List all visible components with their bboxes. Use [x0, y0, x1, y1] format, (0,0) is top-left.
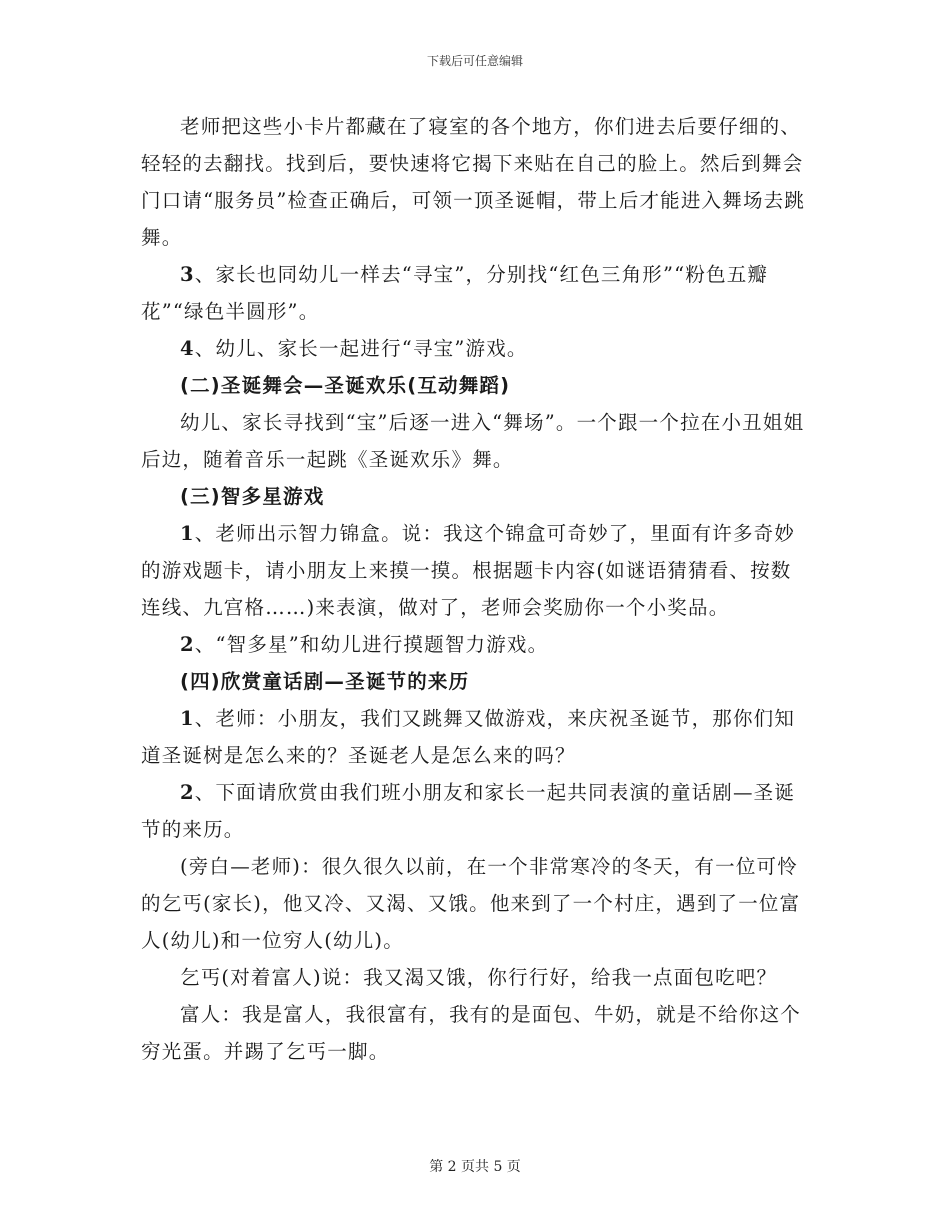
paragraph: 乞丐(对着富人)说：我又渴又饿，你行行好，给我一点面包吃吧？ — [180, 966, 778, 989]
section-heading: (四)欣赏童话剧—圣诞节的来历 — [180, 670, 470, 693]
document-body — [141, 108, 811, 1070]
item-number: 4 — [180, 337, 195, 360]
item-number: 1 — [180, 707, 195, 730]
item-number: 2 — [180, 781, 195, 804]
item-number: 2 — [180, 633, 195, 656]
paragraph-text: 、老师出示智力锦盒。说：我这个锦盒可奇妙了，里面有许多奇妙的游戏题卡，请小朋友上来摸一摸。根据题卡内容(如谜语猜猜看、按数连线、九宫格……)来表演，做对了，老师会奖励你一个小奖品。 — [141, 522, 796, 619]
paragraph — [141, 515, 811, 626]
paragraph: 富人：我是富人，我很富有，我有的是面包、牛奶，就是不给你这个穷光蛋。并踢了乞丐一脚。 — [141, 1003, 802, 1063]
item-number: 1 — [180, 522, 195, 545]
section-heading: (二)圣诞舞会—圣诞欢乐(互动舞蹈) — [180, 374, 511, 397]
paragraph — [141, 626, 811, 663]
paragraph-text: 、家长也同幼儿一样去“寻宝”，分别找“红色三角形”“粉色五瓣花”“绿色半圆形”。 — [141, 263, 769, 323]
paragraph-text: 、“智多星”和幼儿进行摸题智力游戏。 — [194, 633, 549, 656]
paragraph — [141, 774, 811, 848]
paragraph — [141, 256, 811, 330]
paragraph-text: 、幼儿、家长一起进行“寻宝”游戏。 — [194, 337, 528, 360]
paragraph-text: 、老师：小朋友，我们又跳舞又做游戏，来庆祝圣诞节，那你们知道圣诞树是怎么来的？圣诞老人是怎么来的吗？ — [141, 707, 796, 767]
page-footer: 第 2 页共 5 页 — [429, 1159, 521, 1175]
item-number: 3 — [180, 263, 195, 286]
section-heading: (三)智多星游戏 — [180, 485, 325, 508]
paragraph: 老师把这些小卡片都藏在了寝室的各个地方，你们进去后要仔细的、轻轻的去翻找。找到后，要快速将它揭下来贴在自己的脸上。然后到舞会门口请“服务员”检查正确后，可领一顶圣诞帽，带上后才能进入舞场去跳舞。 — [141, 115, 806, 249]
page-header: 下载后可任意编辑 — [426, 54, 523, 68]
paragraph: (旁白—老师)：很久很久以前，在一个非常寒冷的冬天，有一位可怜的乞丐(家长)，他又冷、又渴、又饿。他来到了一个村庄，遇到了一位富人(幼儿)和一位穷人(幼儿)。 — [141, 855, 801, 952]
paragraph — [141, 700, 811, 774]
paragraph: 幼儿、家长寻找到“宝”后逐一进入“舞场”。一个跟一个拉在小丑姐姐后边，随着音乐一起跳《圣诞欢乐》舞。 — [141, 411, 805, 471]
paragraph — [141, 330, 811, 367]
paragraph-text: 、下面请欣赏由我们班小朋友和家长一起共同表演的童话剧—圣诞节的来历。 — [141, 781, 796, 841]
